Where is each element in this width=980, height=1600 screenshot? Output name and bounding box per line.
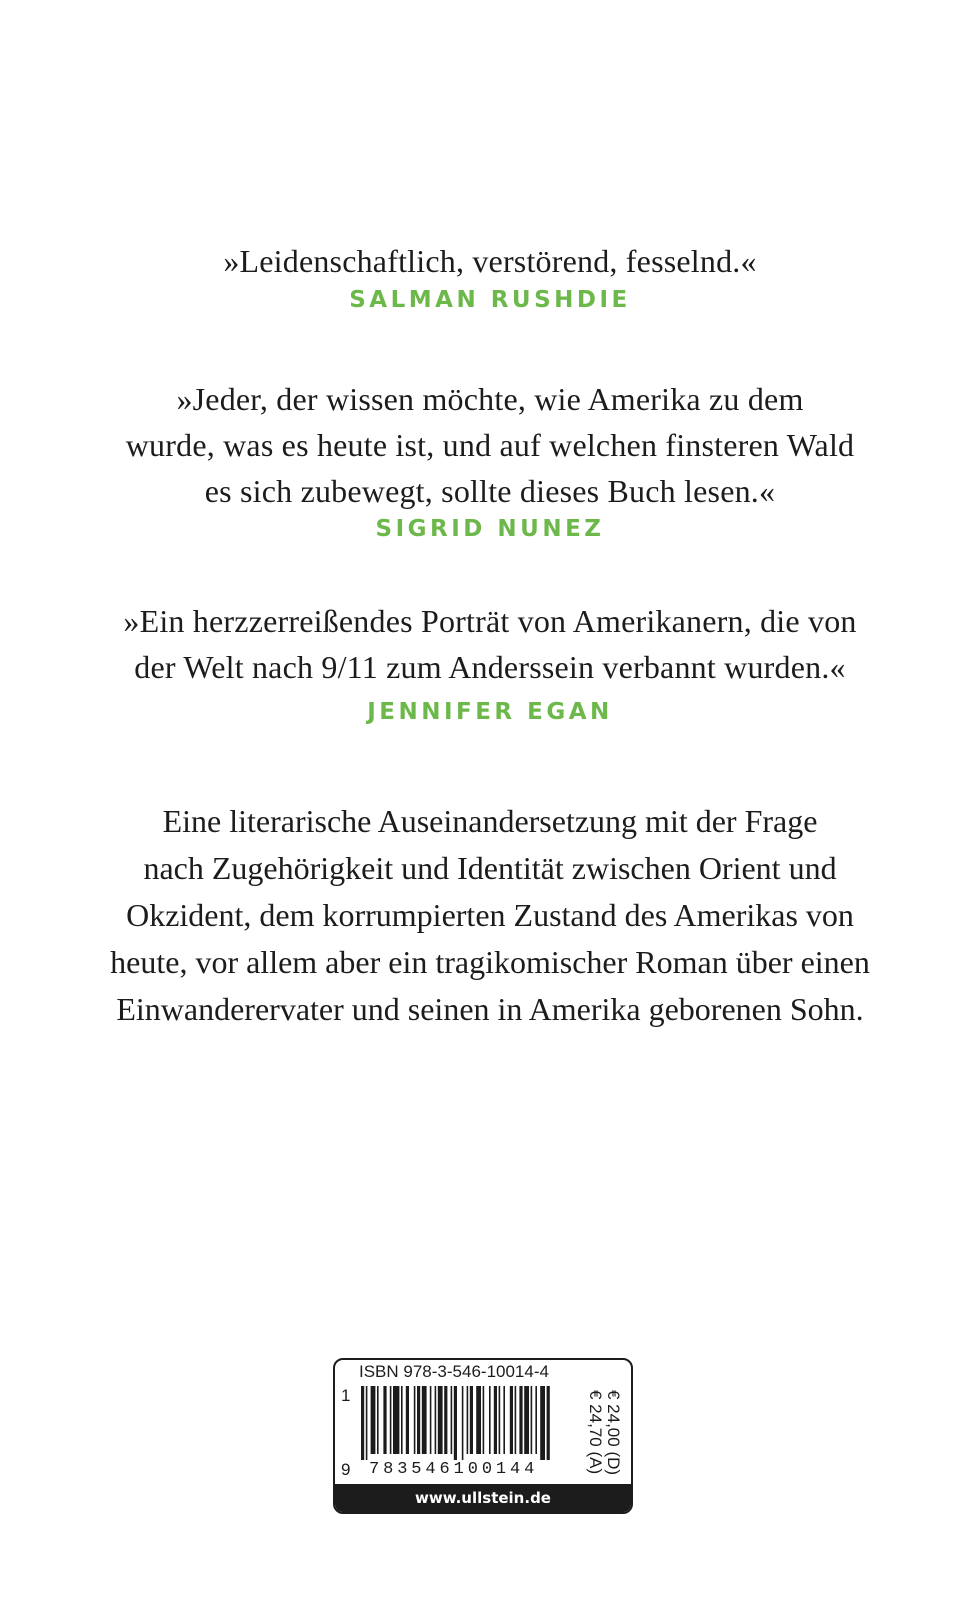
barcode-bar	[519, 1386, 522, 1454]
barcode-bar	[467, 1386, 469, 1454]
quote-egan	[60, 598, 920, 690]
barcode-bar	[454, 1386, 457, 1460]
barcode-bar	[547, 1386, 550, 1460]
barcode-bar	[438, 1386, 443, 1454]
barcode-bar	[531, 1386, 533, 1454]
barcode-bar	[422, 1386, 427, 1454]
barcode-bar	[462, 1386, 464, 1460]
barcode-bar	[483, 1386, 485, 1454]
barcode-left-digit: 9	[341, 1460, 351, 1479]
barcode-bar	[476, 1386, 481, 1454]
quote-line: der Welt nach 9/11 zum Anderssein verbannt wurden.«	[134, 649, 846, 685]
barcode-bar	[417, 1386, 420, 1454]
book-blurb	[40, 798, 940, 1033]
barcode-bar	[414, 1386, 416, 1454]
price-at: € 24,70 (A)	[586, 1390, 605, 1475]
quote-nunez	[60, 376, 920, 514]
barcode-bar	[366, 1386, 368, 1460]
barcode-bar	[406, 1386, 409, 1454]
author-nunez: SIGRID NUNEZ	[375, 516, 605, 542]
quote-line: wurde, was es heute ist, und auf welchen finsteren Wald	[125, 427, 855, 463]
barcode-bar	[430, 1386, 432, 1454]
quote-line: »Jeder, der wissen möchte, wie Amerika zu dem	[176, 381, 804, 417]
price-de: € 24,00 (D)	[604, 1390, 623, 1476]
publisher-website: www.ullstein.de	[335, 1484, 631, 1512]
quote-rushdie	[60, 238, 920, 284]
price-label	[586, 1390, 629, 1490]
barcode-box	[333, 1358, 633, 1514]
blurb-line: Eine literarische Auseinandersetzung mit der Frage	[162, 803, 818, 839]
barcode-bar	[489, 1386, 491, 1454]
blurb-line: nach Zugehörigkeit und Identität zwischen Orient und	[143, 850, 837, 886]
blurb-line: heute, vor allem aber ein tragikomischer Roman über einen	[110, 944, 870, 980]
barcode-bar	[535, 1386, 537, 1454]
quote-line: »Leidenschaftlich, verstörend, fesselnd.«	[223, 243, 757, 279]
barcode-bar	[361, 1386, 364, 1460]
blurb-line: Einwanderervater und seinen in Amerika geborenen Sohn.	[116, 991, 864, 1027]
barcode-bars	[361, 1386, 593, 1460]
barcode-bar	[510, 1386, 513, 1454]
barcode-bar	[401, 1386, 403, 1454]
quote-line: »Ein herzzerreißendes Porträt von Amerikanern, die von	[123, 603, 857, 639]
barcode-bar	[494, 1386, 497, 1454]
barcode-bar	[470, 1386, 473, 1454]
barcode-bar	[444, 1386, 447, 1454]
barcode-bar	[390, 1386, 392, 1454]
barcode-bar	[499, 1386, 501, 1454]
quote-line: es sich zubewegt, sollte dieses Buch lesen.«	[204, 473, 776, 509]
barcode-bar	[503, 1386, 505, 1454]
barcode-bar	[515, 1386, 517, 1454]
barcode-top-digit: 1	[341, 1386, 351, 1405]
author-egan: JENNIFER EGAN	[367, 699, 613, 725]
barcode-bar	[540, 1386, 545, 1460]
barcode-bar	[524, 1386, 529, 1454]
barcode-bar	[451, 1386, 453, 1454]
barcode-bar	[377, 1386, 379, 1454]
blurb-line: Okzident, dem korrumpierten Zustand des Amerikas von	[126, 897, 854, 933]
barcode-bar	[435, 1386, 437, 1454]
barcode-digits: 783546100144	[369, 1460, 539, 1479]
barcode-bar	[383, 1386, 386, 1454]
author-rushdie: SALMAN RUSHDIE	[349, 287, 631, 313]
barcode-bar	[371, 1386, 376, 1454]
isbn-label: ISBN 978-3-546-10014-4	[359, 1362, 549, 1381]
barcode-bar	[393, 1386, 399, 1454]
